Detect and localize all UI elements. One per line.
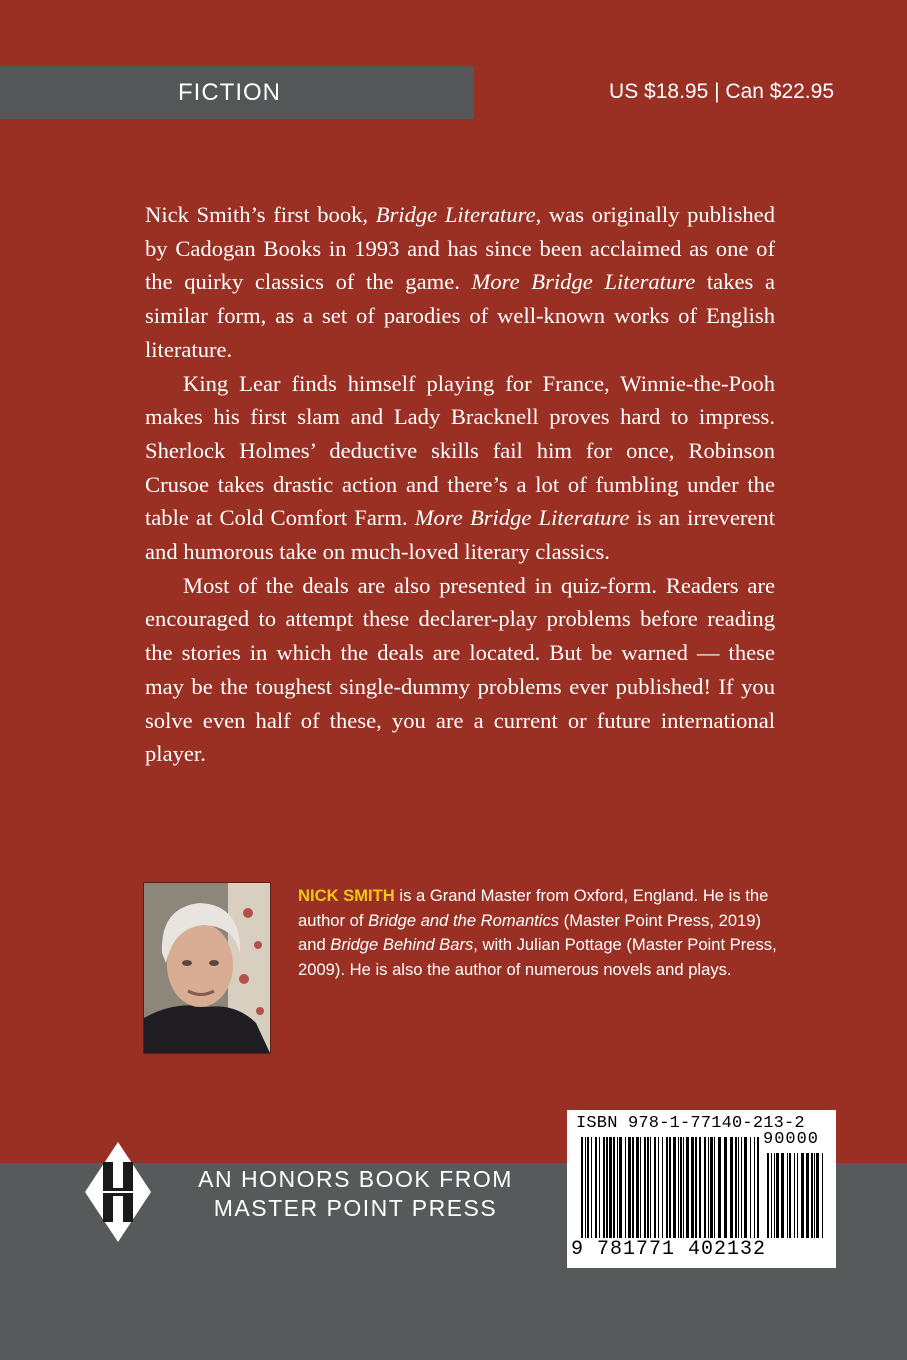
barcode-bar: [581, 1137, 583, 1238]
barcode-bar: [771, 1153, 772, 1238]
barcode-bar: [599, 1137, 600, 1238]
author-photo: [144, 883, 270, 1053]
isbn-barcode: [567, 1110, 836, 1268]
book-title: Bridge Behind Bars: [330, 935, 474, 955]
barcode-bar: [636, 1137, 639, 1238]
barcode-bar: [625, 1137, 626, 1238]
barcode-bar: [647, 1137, 649, 1238]
barcode-bar: [683, 1137, 684, 1238]
barcode-bar: [801, 1153, 804, 1238]
price-label: US $18.95 | Can $22.95: [609, 80, 834, 103]
barcode-bar: [603, 1137, 605, 1238]
isbn-label: ISBN 978-1-77140-213-2: [576, 1114, 805, 1133]
author-portrait-image: [144, 883, 270, 1053]
blurb-paragraph-1: Nick Smith’s first book, Bridge Literature, was originally published by Cadogan Books in 1993 and has since been acclaimed as one of the quirky classics of the game. More Bridge Literature takes a similar form, as a set of parodies of well-known works of English literature.: [145, 202, 776, 362]
barcode-bar: [750, 1137, 751, 1238]
back-cover-blurb: [145, 198, 775, 771]
barcode-bar: [704, 1137, 706, 1238]
barcode-bar: [744, 1137, 747, 1238]
barcode-bar: [609, 1137, 612, 1238]
barcode-bar: [619, 1137, 622, 1238]
publisher-line-1: AN HONORS BOOK FROM: [198, 1166, 513, 1192]
barcode-bar: [776, 1153, 779, 1238]
barcode-bar: [741, 1137, 742, 1238]
barcode-bar: [718, 1137, 721, 1238]
category-label: FICTION: [178, 79, 281, 106]
barcode-bar: [774, 1153, 775, 1238]
barcode-bar: [757, 1137, 759, 1238]
barcode-bar: [794, 1153, 795, 1238]
honors-h-logo-icon: [83, 1140, 153, 1244]
barcode-bar: [587, 1137, 589, 1238]
barcode-bar: [650, 1137, 651, 1238]
barcode-bar: [680, 1137, 682, 1238]
blurb-paragraph-2: King Lear finds himself playing for France, Winnie-the-Pooh makes his first slam and Lady Bracknell proves hard to impress. Sherlock Holmes’ deductive skills fail him for once, Robinson Crusoe takes drastic action and there’s a lot of fumbling under the table at Cold Comfort Farm. More Bridge Literature is an irreverent and humorous take on much-loved literary classics.: [145, 370, 775, 565]
barcode-bar: [695, 1137, 697, 1238]
barcode-bar: [811, 1153, 813, 1238]
barcode-bar: [658, 1137, 659, 1238]
publisher-imprint: [183, 1165, 528, 1223]
barcode-bar: [787, 1153, 788, 1238]
blurb-paragraph-3: Most of the deals are also presented in quiz-form. Readers are encouraged to attempt these declarer-play problems before reading the stories in which the deals are located. But be warned — these may be the toughest single-dummy problems ever published! If you solve even half of these, you are a current or future international player.: [145, 572, 775, 767]
book-title: Bridge and the Romantics: [368, 910, 560, 930]
author-bio: NICK SMITH is a Grand Master from Oxford, England. He is the author of Bridge and the Romantics (Master Point Press, 2019) and Bridge Behind Bars, with Julian Pottage (Master Point Press, 2009). He is also the author of numerous novels and plays.: [298, 886, 777, 979]
barcode-bar: [662, 1137, 663, 1238]
barcode-bar: [724, 1137, 727, 1238]
barcode-bar: [686, 1137, 689, 1238]
author-name: NICK SMITH: [298, 886, 395, 905]
barcode-bar: [738, 1137, 739, 1238]
barcode-bar: [806, 1153, 809, 1238]
barcode-bar: [606, 1137, 608, 1238]
book-title: More Bridge Literature: [471, 269, 696, 295]
barcode-bar: [814, 1153, 815, 1238]
barcode-bar: [640, 1137, 641, 1238]
publisher-line-2: MASTER POINT PRESS: [213, 1195, 498, 1221]
barcode-bar: [714, 1137, 715, 1238]
barcode-bar: [708, 1137, 709, 1238]
book-title: More Bridge Literature: [414, 505, 630, 531]
barcode-bar: [595, 1137, 597, 1238]
barcode-bar: [585, 1137, 586, 1238]
barcode-bar: [710, 1137, 713, 1238]
barcode-bar: [644, 1137, 646, 1238]
barcode-bar: [691, 1137, 694, 1238]
barcode-bar: [789, 1153, 791, 1238]
book-title: Bridge Literature: [375, 202, 536, 227]
barcode-bar: [735, 1137, 737, 1238]
barcode-bar: [617, 1137, 618, 1238]
barcode-bar: [678, 1137, 679, 1238]
barcode-bar: [613, 1137, 615, 1238]
barcode-bar: [816, 1153, 819, 1238]
barcode-bar: [754, 1137, 755, 1238]
barcode-digits: 9 781771 402132: [571, 1238, 767, 1261]
barcode-bar: [699, 1137, 701, 1238]
barcode-bar: [822, 1153, 823, 1238]
barcode-bar: [628, 1137, 631, 1238]
price-code: 90000: [763, 1130, 820, 1149]
barcode-bar: [669, 1137, 671, 1238]
barcode-bar: [591, 1137, 592, 1238]
barcode-bar: [632, 1137, 634, 1238]
barcode-bar: [730, 1137, 733, 1238]
barcode-bar: [781, 1153, 784, 1238]
barcode-bar: [767, 1153, 769, 1238]
barcode-bar: [673, 1137, 676, 1238]
barcode-bar: [654, 1137, 656, 1238]
barcode-bar: [666, 1137, 668, 1238]
barcode-bar: [797, 1153, 798, 1238]
